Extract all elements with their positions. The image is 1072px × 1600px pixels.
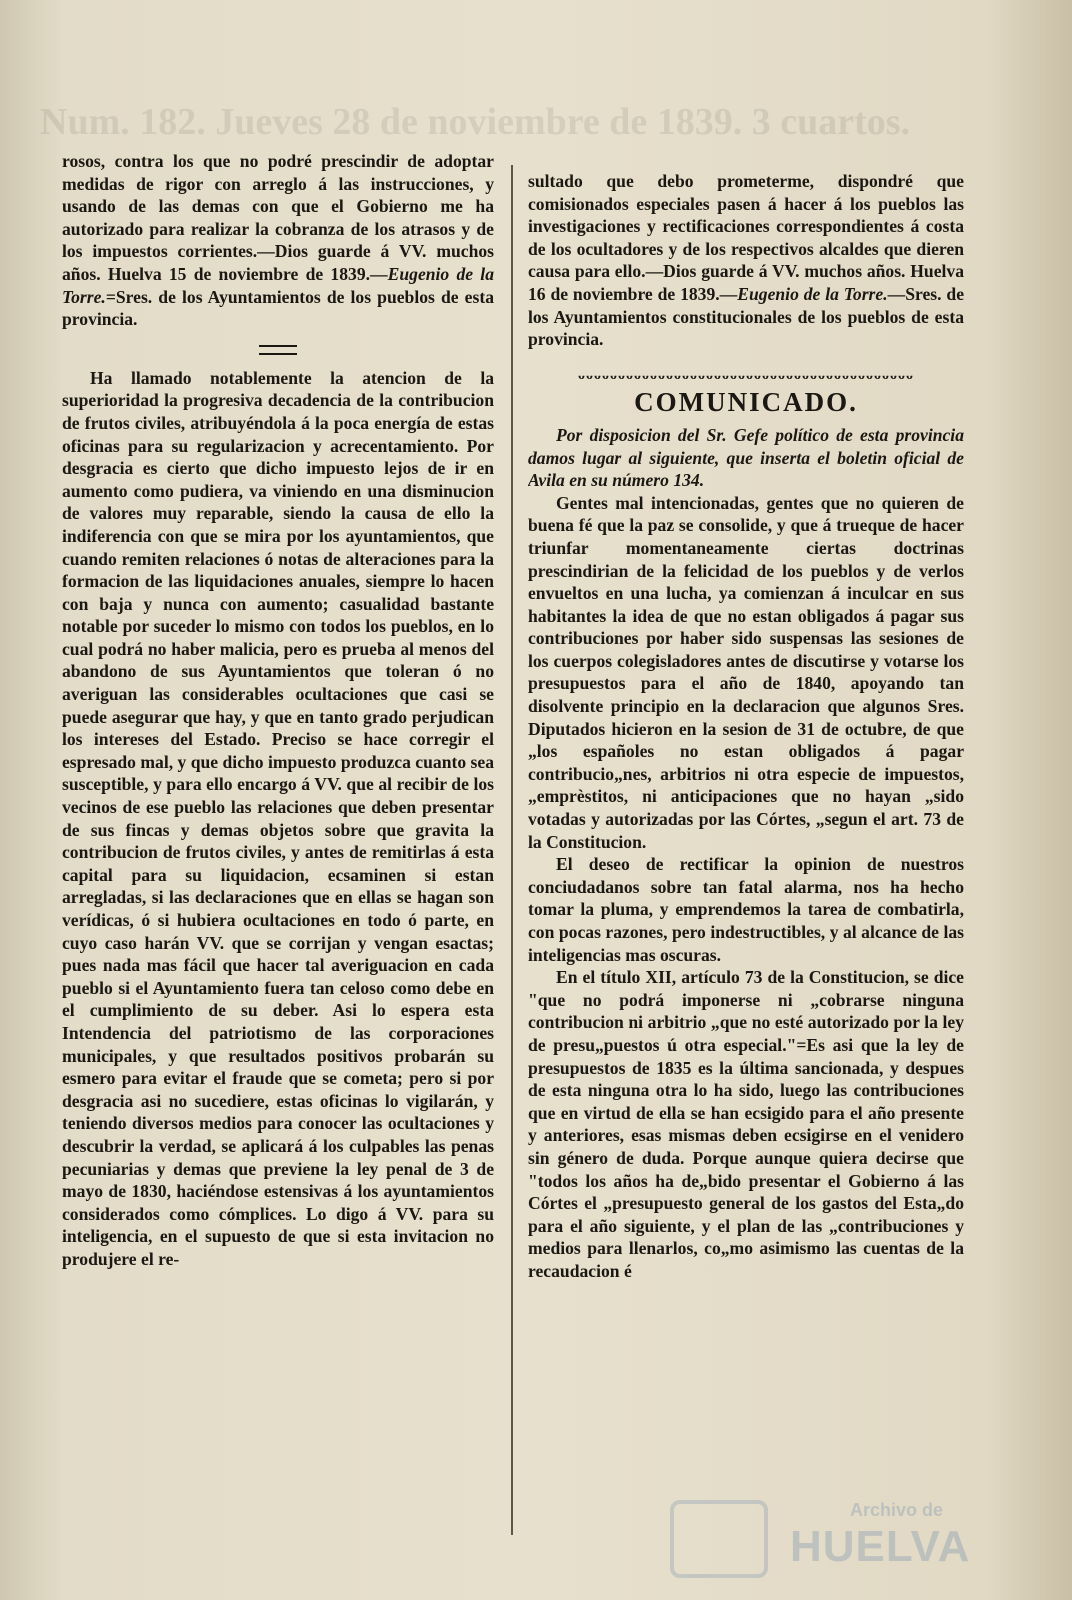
right-signature: Eugenio de la Torre. bbox=[737, 283, 888, 304]
bleed-through-header: Num. 182. Jueves 28 de noviembre de 1839. 3 cuartos. bbox=[40, 101, 911, 143]
left-column bbox=[62, 150, 494, 1525]
right-column bbox=[528, 170, 964, 1560]
right-paragraph-2: Gentes mal intencionadas, gentes que no quieren de buena fé que la paz se consolide, y que á trueque de hacer triunfar momentaneamente ciertas doctrinas prescindirian de la felicidad de los pueblos y de verlos envueltos en una lucha, ya comienzan á inculcar en sus habitantes la idea de que no estan obligados á pagar sus contribuciones por haber sido suspensas las sesiones de los cuerpos colegisladores antes de discutirse y votarse los presupuestos para el año de 1840, apoyando tan disolvente principio en la declaracion que algunos Sres. Diputados hicieron en la sesion de 31 de octubre, de que „los españoles no estan obligados á pagar contribucio„nes, arbitrios ni otra especie de impuestos, „emprèstitos, ni anticipaciones que no hayan „sido votadas y autorizadas por las Córtes, „segun el art. 73 de la Constitucion. bbox=[528, 492, 964, 852]
section-divider bbox=[259, 345, 297, 355]
archive-watermark: Archivo de HUELVA bbox=[790, 1500, 971, 1571]
ornamental-rule: ᴗᴗᴗᴗᴗᴗᴗᴗᴗᴗᴗᴗᴗᴗᴗᴗᴗᴗᴗᴗᴗᴗᴗᴗᴗᴗᴗᴗᴗᴗᴗᴗᴗᴗᴗᴗᴗᴗᴗᴗᴗᴗ bbox=[578, 367, 914, 383]
left-paragraph-1: rosos, contra los que no podré prescindir de adoptar medidas de rigor con arreglo á las instrucciones, y usando de las demas con que el Gobierno me ha autorizado para realizar la cobranza de los atrasos y de los impuestos corrientes.—Dios guarde á VV. muchos años. Huelva 15 de noviembre de 1839.—Eugenio de la Torre.=Sres. de los Ayuntamientos de los pueblos de esta provincia. bbox=[62, 151, 494, 330]
archive-logo-icon bbox=[670, 1500, 768, 1578]
right-paragraph-3: El deseo de rectificar la opinion de nuestros conciudadanos sobre tan fatal alarma, nos ha hecho tomar la pluma, y emprendemos la tarea de combatirla, con pocas razones, pero indestructibles, y al alcance de las inteligencias mas oscuras. bbox=[528, 854, 964, 965]
left-paragraph-2: Ha llamado notablemente la atencion de la superioridad la progresiva decadencia de la contribucion de frutos civiles, atribuyéndola á la poca energía de estas oficinas para su regularizacion y acrecentamiento. Por desgracia es cierto que dicho impuesto lejos de ir en aumento como pudiera, va viniendo en una disminucion de valores muy reparable, siendo la causa de ello la indiferencia con que se mira por los ayuntamientos, que cuando remiten relaciones ó notas de alteraciones para la formacion de las liquidaciones anuales, siempre lo hacen con baja y nunca con aumento; casualidad bastante notable por suceder lo mismo con todos los pueblos, en lo cual podrá no haber malicia, pero es prueba al menos del abandono de sus Ayuntamientos que toleran ó no averiguan las considerables ocultaciones que casi se puede asegurar que hay, y que en tanto grado perjudican los intereses del Estado. Preciso se hace corregir el espresado mal, y que dicho impuesto produzca cuanto sea susceptible, y para ello encargo á VV. que al recibir de los vecinos de ese pueblo las relaciones que deben presentar de sus fincas y demas objetos sobre que gravita la contribucion de frutos civiles, y antes de remitirlas á esta capital para su liquidacion, ecsaminen si estan arregladas, si las declaraciones que en ellas se hagan son verídicas, ó si hubiera ocultaciones en todo ó parte, en cuyo caso harán VV. que se corrijan y vengan esactas; pues nada mas fácil que hacer tal averiguacion en cada pueblo si el Ayuntamiento fuera tan celoso como debe en el cumplimiento de su deber. Asi lo espera esta Intendencia del patriotismo de las corporaciones municipales, y que resultados positivos probarán su esmero para evitar el fraude que se cometa; pero si por desgracia asi no sucediere, estas oficinas lo vigilarán, y teniendo diversos medios para conocer las ocultaciones y descubrir la verdad, se aplicará á los culpables las penas pecuniarias y demas que previene la ley penal de 3 de mayo de 1830, haciéndose estensivas á los ayuntamientos considerados como cómplices. Lo digo á VV. para su inteligencia, en el supuesto de que si esta invitacion no produjere el re- bbox=[62, 367, 494, 1269]
left-signature: Eugenio de la Torre. bbox=[62, 263, 494, 307]
communique-intro: Por disposicion del Sr. Gefe político de esta provincia damos lugar al siguiente, que inserta el boletin oficial de Avila en su número 134. bbox=[528, 424, 964, 491]
right-paragraph-4: En el título XII, artículo 73 de la Constitucion, se dice "que no podrá imponerse ni „cobrarse ninguna contribucion ni arbitrio „que no esté autorizado por la ley de presu„puestos ú otra especial."=Es asi que la ley de presupuestos de 1835 es la última sancionada, y despues de esta ninguna otra lo ha sido, luego las contribuciones que en virtud de ella se han ecsigido para el año presente y anteriores, esas mismas deben ecsigirse en el venidero sin género de duda. Porque aunque quiera decirse que "todos los años ha de„bido presentar el Gobierno á las Córtes el „presupuesto general de los gastos del Esta„do para el año siguiente, y el plan de las „contribuciones y medios para llenarlos, co„mo asimismo las cuentas de la recaudacion é bbox=[528, 967, 964, 1281]
column-rule bbox=[511, 165, 513, 1535]
section-heading: COMUNICADO. bbox=[634, 387, 858, 418]
right-paragraph-1: sultado que debo prometerme, dispondré que comisionados especiales pasen á hacer á los pueblos las investigaciones y rectificaciones correspondientes á costa de los ocultadores y de los respectivos alcaldes que dieren causa para ello.—Dios guarde á VV. muchos años. Huelva 16 de noviembre de 1839.—Eugenio de la Torre.—Sres. de los Ayuntamientos constitucionales de los pueblos de esta provincia. bbox=[528, 171, 964, 350]
